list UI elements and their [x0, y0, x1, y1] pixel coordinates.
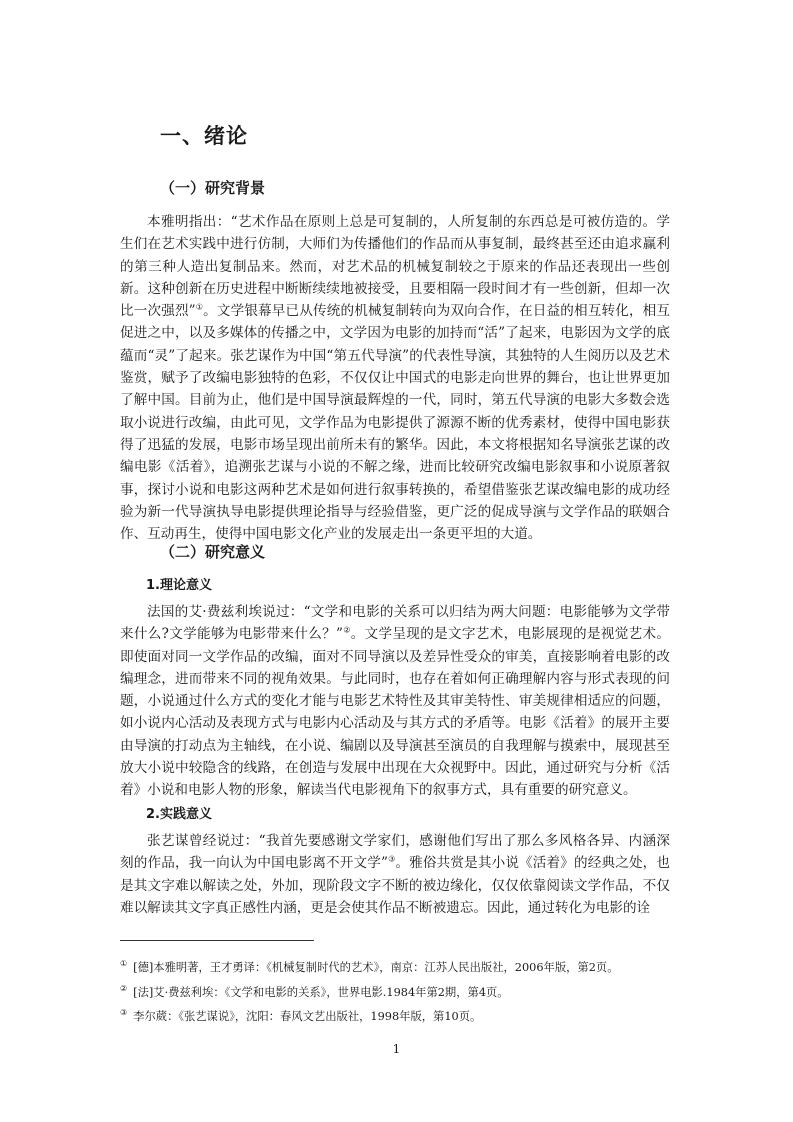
paragraph-practice	[120, 830, 670, 919]
footnote-text: [德]本雅明著，王才勇译：《机械复制时代的艺术》，南京：江苏人民出版社，2006年版，第2页。	[133, 960, 619, 974]
paragraph-text: 。文学银幕早已从传统的机械复制转向为双向合作，在日益的相互转化，相互促进之中，以及多媒体的传播之中，文学因为电影的加持而“活”了起来，电影因为文学的底蕴而“灵”了起来。张艺谋作为中国“第五代导演”的代表性导演，其独特的人生阅历以及艺术鉴赏，赋予了改编电影独特的色彩，不仅仅让中国式的电影走向世界的舞台，也让世界更加了解中国。目前为止，他们是中国导演最辉煌的一代，同时，第五代导演的电影大多数会选取小说进行改编，由此可见，文学作品为电影提供了源源不断的优秀素材，使得中国电影获得了迅猛的发展，电影市场呈现出前所未有的繁华。因此，本文将根据知名导演张艺谋的改编电影《活着》，追溯张艺谋与小说的不解之缘，进而比较研究改编电影叙事和小说原著叙事，探讨小说和电影这两种艺术是如何进行叙事转换的，希望借鉴张艺谋改编电影的成功经验为新一代导演执导电影提供理论指导与经验借鉴，更广泛的促成导演与文学作品的联姻合作、互动再生，使得中国电影文化产业的发展走出一条更平坦的大道。	[120, 303, 671, 543]
footnote-number: ①	[120, 959, 128, 968]
footnote-number: ②	[120, 984, 128, 993]
subsection-heading-practice: 2.实践意义	[146, 807, 212, 822]
paragraph-theory	[120, 601, 670, 802]
footnote-text: 李尔葳：《张艺谋说》，沈阳：春风文艺出版社，1998年版，第10页。	[133, 1009, 482, 1023]
footnote-3	[120, 1006, 680, 1024]
subsection-heading-theory: 1.理论意义	[146, 578, 212, 593]
section-heading-significance: （二）研究意义	[160, 543, 266, 561]
paragraph-text: 本雅明指出：“艺术作品在原则上总是可复制的，人所复制的东西总是可被仿造的。学生们在艺术实践中进行仿制，大师们为传播他们的作品而从事复制，最终甚至还由追求赢利的第三种人造出复制品来。然而，对艺术品的机械复制较之于原来的作品还表现出一些创新。这种创新在历史进程中断断续续地被接受，且要相隔一段时间才有一些创新，但却一次比一次强烈”	[120, 214, 670, 320]
paragraph-text: 法国的艾·费兹利埃说过：“文学和电影的关系可以归结为两大问题：电影能够为文学带来什么?文学能够为电影带来什么？”	[120, 604, 670, 643]
footnote-separator	[120, 940, 314, 941]
paragraph-background	[120, 211, 670, 545]
section-heading-background: （一）研究背景	[160, 179, 266, 197]
page-number: 1	[392, 1042, 401, 1056]
footnote-number: ③	[120, 1008, 128, 1017]
chapter-heading: 一、绪论	[160, 124, 248, 148]
paragraph-text: 张艺谋曾经说过：“我首先要感谢文学家们，感谢他们写出了那么多风格各异、内涵深刻的作品，我一向认为中国电影离不开文学”	[120, 833, 670, 872]
paragraph-text: 。雅俗共赏是其小说《活着》的经典之处，也是其文字难以解读之处，外加，现阶段文字不断的被边缘化，仅仅依靠阅读文学作品，不仅难以解读其文字真正感性内涵，更是会使其作品不断被遗忘。因此，通过转化为电影的诠	[120, 855, 671, 916]
footnote-ref-1[interactable]: ①	[195, 302, 204, 312]
footnote-ref-2[interactable]: ②	[342, 625, 351, 635]
paragraph-text: 。文学呈现的是文字艺术，电影展现的是视觉艺术。即使面对同一文学作品的改编，面对不同导演以及差异性受众的审美，直接影响着电影的改编理念，进而带来不同的视角效果。与此同时，也存在着如何正确理解内容与形式表现的问题，小说通过什么方式的变化才能与电影艺术特性及其审美特性、审美规律相适应的问题，如小说内心活动及表现方式与电影内心活动及与其方式的矛盾等。电影《活着》的展开主要由导演的打动点为主轴线，在小说、编剧以及导演甚至演员的自我理解与摸索中，展现甚至放大小说中较隐含的线路，在创造与发展中出现在大众视野中。因此，通过研究与分析《活着》小说和电影人物的形象，解读当代电影视角下的叙事方式，具有重要的研究意义。	[120, 626, 670, 799]
footnote-1	[120, 957, 680, 975]
footnote-2	[120, 982, 680, 1000]
footnote-ref-3[interactable]: ③	[387, 854, 396, 864]
footnote-text: [法]艾·费兹利埃：《文学和电影的关系》，世界电影.1984年第2期，第4页。	[133, 985, 509, 999]
